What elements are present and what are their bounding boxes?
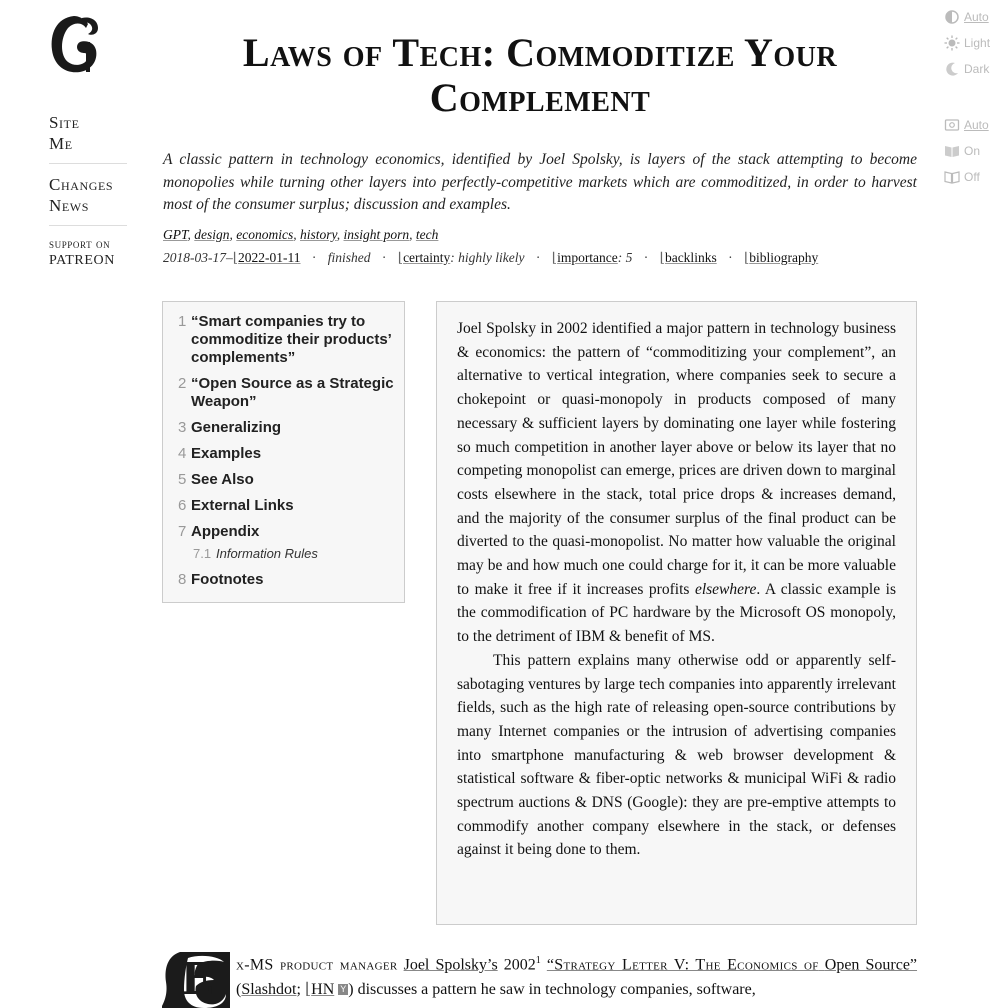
table-of-contents	[162, 301, 405, 603]
theme-toggle	[944, 4, 1000, 82]
tag-link[interactable]: design	[194, 227, 230, 242]
toc-entry-label: Footnotes	[191, 571, 264, 588]
site-sidebar	[49, 112, 127, 270]
theme-auto-label: Auto	[964, 10, 989, 24]
dropcap-initial	[160, 948, 234, 1008]
certainty-value: highly likely	[458, 250, 525, 265]
reader-off-button[interactable]	[944, 164, 1000, 190]
svg-text:E: E	[180, 954, 214, 1005]
certainty-link[interactable]: certainty	[403, 250, 451, 265]
moon-icon	[944, 61, 960, 77]
news-link[interactable]: News	[49, 196, 90, 215]
reader-auto-button[interactable]	[944, 112, 1000, 138]
footnote-ref[interactable]: 1	[535, 955, 541, 966]
toc-entry[interactable]: 6 External Links	[178, 497, 294, 514]
modified-date-link[interactable]: 2022-01-11	[238, 250, 301, 265]
theme-auto-button[interactable]	[944, 4, 1000, 30]
tag-list: GPT, design, economics, history, insight porn, tech	[163, 227, 439, 242]
page-title	[160, 30, 920, 120]
toc-entry-label: External Links	[191, 497, 294, 514]
support-on-label: support on	[49, 236, 111, 251]
intro-paragraph-2: This pattern explains many otherwise odd or apparently self-sabotaging ventures by large tech companies into apparently irrelevant fields, such as the high rate of releasing open-source contributions by many Internet companies or the intrusion of advertising companies into smartphone manufacturing & web browser development & statistical software & fiber-optic networks & municipal WiFi & radio spectrum auctions & DNS (Google): they are pre-emptive attempts to commodify another company elsewhere in the stack, or defenses against it being done to them.	[457, 651, 896, 859]
toc-entry[interactable]: 1 “Smart companies try to commoditize their products’ complements”	[178, 313, 394, 367]
reader-on-button[interactable]	[944, 138, 1000, 164]
toc-entry[interactable]: 7 Appendix	[178, 523, 260, 540]
site-logo-icon[interactable]	[46, 12, 102, 78]
toc-subentry-label: Information Rules	[216, 546, 318, 561]
hacker-news-icon: Y	[340, 984, 347, 995]
theme-light-label: Light	[964, 36, 991, 50]
created-date: 2018-03-17–	[163, 250, 233, 265]
page-title-line1: Laws of Tech: Commoditize Your	[242, 30, 838, 75]
year-text: 2002	[503, 956, 536, 974]
tag-link[interactable]: tech	[415, 227, 439, 242]
changes-link[interactable]: Changes	[49, 175, 114, 194]
reader-off-label: Off	[964, 170, 980, 184]
half-circle-icon	[944, 9, 960, 25]
toc-entry-label: “Smart companies try to commoditize their products’ complements”	[191, 313, 392, 366]
toc-subentry[interactable]: 7.1 Information Rules	[193, 546, 318, 561]
reader-auto-label: Auto	[964, 118, 989, 132]
theme-light-button[interactable]	[944, 30, 1000, 56]
book-outline-icon	[944, 169, 960, 185]
theme-dark-label: Dark	[964, 62, 990, 76]
intro-box	[436, 301, 917, 925]
me-link[interactable]: Me	[49, 134, 73, 153]
toc-entry[interactable]: 8 Footnotes	[178, 571, 264, 588]
toc-entry[interactable]: 3 Generalizing	[178, 419, 282, 436]
book-gear-icon	[944, 117, 960, 133]
tag-link[interactable]: history	[300, 227, 337, 242]
slashdot-link[interactable]: Slashdot	[241, 981, 297, 999]
page-title-line2: Complement	[429, 75, 651, 120]
importance-link[interactable]: importance	[557, 250, 618, 265]
toc-entry[interactable]: 2 “Open Source as a Strategic Weapon”	[178, 375, 394, 410]
bibliography-link[interactable]: bibliography	[749, 250, 819, 265]
sun-icon	[944, 35, 960, 51]
sidebar-divider	[49, 163, 127, 164]
sidebar-divider	[49, 225, 127, 226]
joel-spolsky-link[interactable]: Joel Spolsky’s	[403, 956, 498, 974]
toc-entry[interactable]: 5 See Also	[178, 471, 254, 488]
backlinks-link[interactable]: backlinks	[664, 250, 717, 265]
reader-mode-toggle	[944, 112, 1000, 190]
intro-paragraph-1: Joel Spolsky in 2002 identified a major pattern in technology business & economics: the pattern of “commoditizing your complement”, an alternative to vertical integration, where companies seek to secure a chokepoint or quasi-monopoly in products composed of many necessary & sufficient layers by dominating one layer while fostering so much competition in another layer above or below its layer that no competing monopolist can emerge, prices are driven down to marginal costs elsewhere in the stack, total price drops & increases demand, and the majority of the consumer surplus of the final product can be diverted to the quasi-monopolist. No matter how valuable the original may be and how much one could charge for it, it can be more valuable to make it free if it increases profits elsewhere. A classic example is the commodification of PC hardware by the Microsoft OS monopoly, to the detriment of IBM & benefit of MS.	[457, 320, 896, 646]
tag-link[interactable]: GPT	[163, 227, 188, 242]
toc-entry-label: Examples	[191, 445, 262, 462]
lead-in-text: x-MS product manager	[236, 956, 398, 974]
importance-value: 5	[625, 250, 633, 265]
toc-entry-label: Generalizing	[191, 419, 282, 436]
status-value: finished	[327, 250, 371, 265]
site-link[interactable]: Site	[49, 113, 80, 132]
toc-entry-label: “Open Source as a Strategic Weapon”	[191, 375, 394, 410]
patreon-label: PATREON	[49, 253, 115, 268]
strategy-letter-link[interactable]: “Strategy Letter V: The Economics of Open Source”	[546, 956, 918, 974]
open-book-icon	[944, 143, 960, 159]
tag-link[interactable]: insight porn	[343, 227, 410, 242]
toc-entry-label: See Also	[191, 471, 254, 488]
page-metadata: 2018-03-17–⌊2022-01-11 · finished · ⌊certainty: highly likely · ⌊importance: 5 · ⌊backlinks · ⌊bibliography	[163, 250, 819, 265]
hn-link[interactable]: HN	[311, 981, 335, 999]
toc-entry[interactable]: 4 Examples	[178, 445, 262, 462]
body-paragraph: x-MS product manager Joel Spolsky’s 2002$^1$ “Strategy Letter V: The Economics of Open Source” (Slashdot; ⌊HN Y ) discusses a pattern he saw in technology companies, software,	[236, 955, 918, 999]
page-abstract: A classic pattern in technology economics, identified by Joel Spolsky, is layers of the stack attempting to become monopolies while turning other layers into perfectly-competitive markets which are commoditized, in order to harvest most of the consumer surplus; discussion and examples.	[163, 151, 917, 213]
tag-link[interactable]: economics	[236, 227, 294, 242]
theme-dark-button[interactable]	[944, 56, 1000, 82]
toc-entry-label: Appendix	[191, 523, 260, 540]
patreon-link[interactable]	[49, 236, 127, 270]
reader-on-label: On	[964, 144, 981, 158]
